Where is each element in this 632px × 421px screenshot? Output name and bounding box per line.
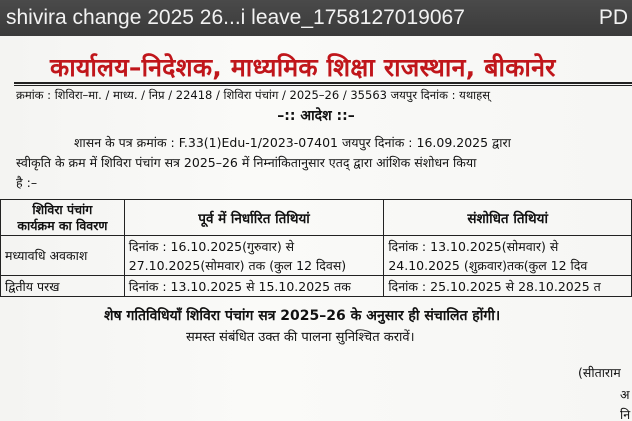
cell-previous (124, 236, 384, 276)
footer-note-bold: शेष गतिविधियाँ शिविरा पंचांग सत्र 2025–26 के अनुसार ही संचालित होंगी। (104, 308, 501, 324)
cell-program: मध्यावधि अवकाश (1, 236, 125, 276)
signature-office: नि (620, 407, 631, 421)
document-page (0, 36, 632, 421)
cell-revised-line-2: 24.10.2025 (शुक्रवार)तक(कुल 12 दिव (388, 257, 588, 273)
reference-number: क्रमांक : शिविरा–मा. / माध्य. / निप्र / 22418 / शिविरा पंचांग / 2025–26 / 35563 जयपुर दिनांक : यथाहस् (16, 88, 491, 102)
cell-previous: दिनांक : 13.10.2025 से 15.10.2025 तक (124, 276, 384, 297)
signature-name: (सीताराम (578, 365, 621, 380)
order-para-line-1: शासन के पत्र क्रमांक : F.33(1)Edu-1/2023-07401 जयपुर दिनांक : 16.09.2025 द्वारा (74, 135, 511, 150)
cell-revised (384, 236, 632, 276)
order-para-line-2: स्वीकृति के क्रम में शिविरा पंचांग सत्र 2025–26 में निम्नांकितानुसार एतद् द्वारा आंशिक संशोधन किया (16, 155, 477, 170)
table-row (1, 276, 632, 297)
cell-previous-line-2: 27.10.2025(सोमवार) तक (कुल 12 दिवस) (128, 257, 347, 273)
cell-previous-line-1: दिनांक : 16.10.2025(गुरुवार) से (128, 238, 295, 254)
schedule-table (0, 199, 632, 297)
heading-rule-bottom (14, 85, 632, 86)
header-program (1, 200, 125, 236)
heading-rule-top (14, 82, 632, 84)
cell-program: द्वितीय परख (1, 276, 125, 297)
order-para-line-3: है :– (16, 175, 38, 190)
order-title: –:: आदेश ::– (277, 108, 355, 124)
cell-revised-line-1: दिनांक : 13.10.2025(सोमवार) से (388, 238, 559, 254)
header-revised-dates: संशोधित तिथियां (384, 200, 632, 236)
cell-revised: दिनांक : 25.10.2025 से 28.10.2025 त (384, 276, 632, 297)
pdf-badge[interactable]: PD (598, 6, 628, 29)
header-program-line-1: शिविरा पंचांग (32, 201, 93, 217)
window-titlebar (0, 0, 632, 36)
office-heading: कार्यालय–निदेशक, माध्यमिक शिक्षा राजस्थान, बीकानेर (50, 53, 556, 82)
table-header-row (1, 200, 632, 236)
signature-designation: अ (620, 387, 630, 402)
header-program-line-2: कार्यक्रम का विवरण (17, 217, 108, 233)
header-previous-dates: पूर्व में निर्धारित तिथियां (124, 200, 384, 236)
window-title: shivira change 2025 26...i leave_1758127019067 (6, 6, 465, 29)
table-row (1, 236, 632, 276)
footer-note: समस्त संबंधित उक्त की पालना सुनिश्चित करावें। (186, 330, 415, 345)
